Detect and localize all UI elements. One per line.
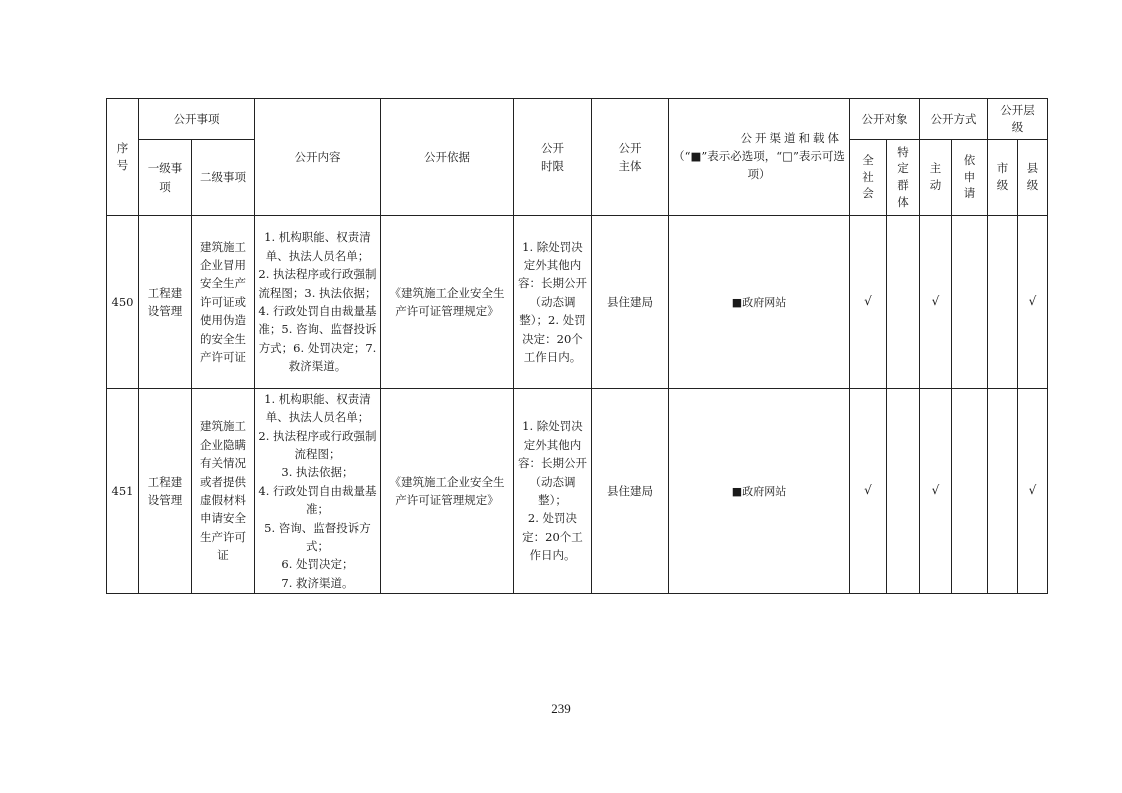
header-level2: 二级事项 (192, 140, 255, 216)
header-method: 公开方式 (920, 99, 988, 140)
row-method-request (952, 389, 988, 594)
header-target: 公开对象 (850, 99, 920, 140)
row-target-all: √ (850, 216, 887, 389)
row-level2: 建筑施工企业冒用安全生产许可证或使用伪造的安全生产许可证 (192, 216, 255, 389)
row-level-county: √ (1018, 389, 1048, 594)
row-level-county: √ (1018, 216, 1048, 389)
disclosure-table (106, 98, 1048, 594)
row-level1: 工程建设管理 (139, 389, 192, 594)
header-item: 公开事项 (139, 99, 255, 140)
row-basis: 《建筑施工企业安全生产许可证管理规定》 (381, 389, 514, 594)
row-level1: 工程建设管理 (139, 216, 192, 389)
row-method-active: √ (920, 389, 952, 594)
table-row (107, 389, 1048, 594)
row-subject: 县住建局 (592, 216, 669, 389)
row-seq: 450 (107, 216, 139, 389)
row-channel: ■政府网站 (669, 389, 850, 594)
header-content: 公开内容 (255, 99, 381, 216)
header-channel: 公开渠道和载体 （“■”表示必选项，“□”表示可选项） (669, 99, 850, 216)
page-number: 239 (551, 701, 571, 716)
row-level-city (988, 389, 1018, 594)
header-row-1 (107, 99, 1048, 140)
header-basis: 公开依据 (381, 99, 514, 216)
row-seq: 451 (107, 389, 139, 594)
header-level-city: 市级 (988, 140, 1018, 216)
row-time: 1. 除处罚决定外其他内容：长期公开（动态调整）； 2. 处罚决定：20个工作日内。 (514, 389, 592, 594)
row-time: 1. 除处罚决定外其他内容：长期公开（动态调整）；2. 处罚决定：20个工作日内。 (514, 216, 592, 389)
row-subject: 县住建局 (592, 389, 669, 594)
row-method-request (952, 216, 988, 389)
header-target-group: 特定群体 (887, 140, 920, 216)
header-seq: 序号 (107, 99, 139, 216)
header-time: 公开时限 (514, 99, 592, 216)
row-level-city (988, 216, 1018, 389)
row-channel: ■政府网站 (669, 216, 850, 389)
row-target-all: √ (850, 389, 887, 594)
header-level-county: 县级 (1018, 140, 1048, 216)
row-level2: 建筑施工企业隐瞒有关情况或者提供虚假材料申请安全生产许可证 (192, 389, 255, 594)
header-method-active: 主动 (920, 140, 952, 216)
header-method-request: 依申请 (952, 140, 988, 216)
header-level: 公开层级 (988, 99, 1048, 140)
row-content: 1. 机构职能、权责清单、执法人员名单； 2. 执法程序或行政强制流程图；3. 执法依据；4. 行政处罚自由裁量基准；5. 咨询、监督投诉方式；6. 处罚决定；7. 救济渠道。 (255, 216, 381, 389)
row-content: 1. 机构职能、权责清单、执法人员名单； 2. 执法程序或行政强制流程图； 3. 执法依据； 4. 行政处罚自由裁量基准； 5. 咨询、监督投诉方式； 6. 处罚决定； 7. 救济渠道。 (255, 389, 381, 594)
row-target-group (887, 389, 920, 594)
table-row (107, 216, 1048, 389)
row-basis: 《建筑施工企业安全生产许可证管理规定》 (381, 216, 514, 389)
header-subject: 公开主体 (592, 99, 669, 216)
row-method-active: √ (920, 216, 952, 389)
row-target-group (887, 216, 920, 389)
header-target-all: 全社会 (850, 140, 887, 216)
header-level1: 一级事项 (139, 140, 192, 216)
